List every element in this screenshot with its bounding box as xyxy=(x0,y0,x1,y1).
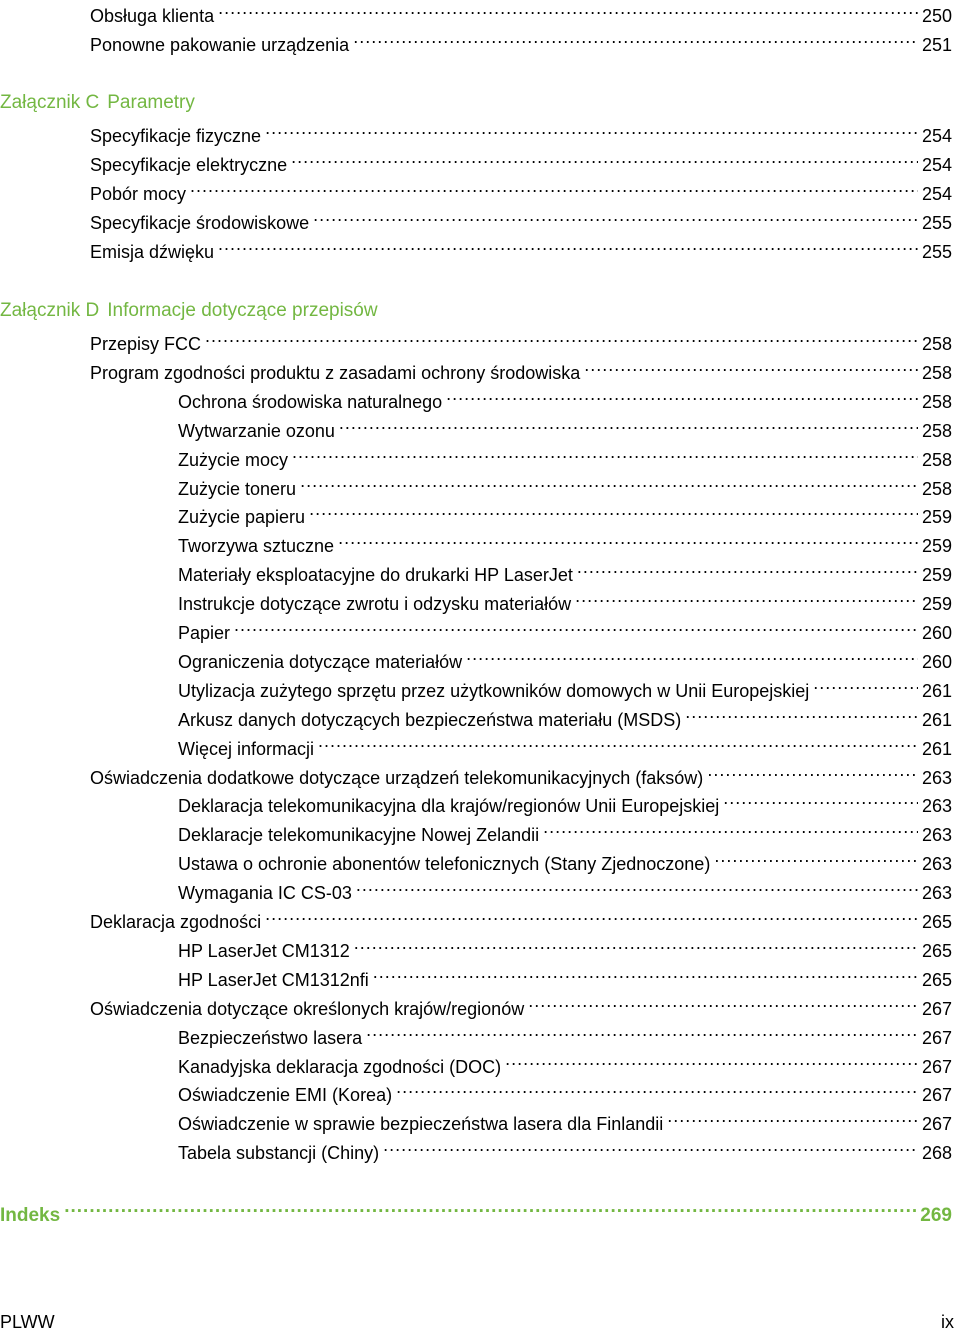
toc-entry-title: Papier xyxy=(178,623,231,643)
dot-leader xyxy=(218,236,918,258)
toc-entry-page: 263 xyxy=(921,854,952,874)
dot-leader xyxy=(446,386,918,408)
toc-entry-page: 259 xyxy=(921,536,952,556)
dot-leader xyxy=(300,473,918,495)
page-number: ix xyxy=(941,1312,954,1332)
dot-leader xyxy=(265,120,918,142)
dot-leader xyxy=(338,530,918,552)
index-entry-title: Indeks xyxy=(0,1205,61,1226)
toc-entry-title: Program zgodności produktu z zasadami ochrony środowiska xyxy=(90,363,581,383)
toc-entry-page: 255 xyxy=(921,213,952,233)
toc-entry-title: Specyfikacje elektryczne xyxy=(90,155,288,175)
toc-entry-title: Bezpieczeństwo lasera xyxy=(178,1028,363,1048)
index-entry-page: 269 xyxy=(920,1205,952,1226)
toc-entry[interactable] xyxy=(178,588,952,615)
toc-entry[interactable] xyxy=(90,178,952,205)
dot-leader xyxy=(543,819,918,841)
toc-entry-page: 258 xyxy=(921,450,952,470)
toc-entry-page: 250 xyxy=(921,6,952,26)
toc-entry-page: 261 xyxy=(921,710,952,730)
toc-entry-page: 263 xyxy=(921,796,952,816)
toc-entry[interactable] xyxy=(178,819,952,846)
toc-entry[interactable] xyxy=(178,935,952,962)
toc-entry-title: Tabela substancji (Chiny) xyxy=(178,1143,380,1163)
toc-entry-page: 259 xyxy=(921,565,952,585)
toc-entry[interactable] xyxy=(178,444,952,471)
appendix-c-title: Parametry xyxy=(107,92,195,113)
toc-entry[interactable] xyxy=(178,1137,952,1164)
toc-entry-page: 267 xyxy=(921,1085,952,1105)
toc-entry-title: Kanadyjska deklaracja zgodności (DOC) xyxy=(178,1057,502,1077)
toc-entry[interactable] xyxy=(178,559,952,586)
dot-leader xyxy=(383,1137,918,1159)
appendix-c-heading[interactable] xyxy=(0,92,195,114)
toc-entry[interactable] xyxy=(178,1022,952,1049)
appendix-d-title: Informacje dotyczące przepisów xyxy=(107,300,378,321)
dot-leader xyxy=(667,1108,918,1130)
toc-entry-title: Utylizacja zużytego sprzętu przez użytkowników domowych w Unii Europejskiej xyxy=(178,681,810,701)
toc-entry-title: HP LaserJet CM1312nfi xyxy=(178,970,369,990)
toc-entry-title: Deklaracje telekomunikacyjne Nowej Zelandii xyxy=(178,825,540,845)
toc-entry-page: 259 xyxy=(921,507,952,527)
toc-entry-title: Emisja dźwięku xyxy=(90,242,215,262)
toc-entry-page: 268 xyxy=(921,1143,952,1163)
toc-entry[interactable] xyxy=(178,473,952,500)
toc-entry-title: Wytwarzanie ozonu xyxy=(178,421,335,441)
toc-entry-title: Wymagania IC CS-03 xyxy=(178,883,352,903)
toc-entry[interactable] xyxy=(90,29,952,56)
toc-entry-title: Ponowne pakowanie urządzenia xyxy=(90,35,350,55)
dot-leader xyxy=(366,1022,918,1044)
toc-entry-page: 261 xyxy=(921,681,952,701)
toc-entry[interactable] xyxy=(90,236,952,263)
appendix-d-label: Załącznik D xyxy=(0,300,100,321)
toc-entry-page: 251 xyxy=(921,35,952,55)
dot-leader xyxy=(318,733,918,755)
toc-entry[interactable] xyxy=(90,328,952,355)
toc-entry-page: 267 xyxy=(921,999,952,1019)
dot-leader xyxy=(265,906,918,928)
dot-leader xyxy=(707,762,918,784)
toc-entry[interactable] xyxy=(178,530,952,557)
toc-entry-title: Oświadczenia dodatkowe dotyczące urządzeń telekomunikacyjnych (faksów) xyxy=(90,768,704,788)
toc-entry[interactable] xyxy=(178,675,952,702)
dot-leader xyxy=(356,877,918,899)
toc-entry[interactable] xyxy=(178,1051,952,1078)
toc-entry-title: Specyfikacje fizyczne xyxy=(90,126,262,146)
toc-entry-title: Arkusz danych dotyczących bezpieczeństwa materiału (MSDS) xyxy=(178,710,682,730)
dot-leader xyxy=(577,559,918,581)
toc-entry[interactable] xyxy=(178,617,952,644)
toc-entry-page: 267 xyxy=(921,1114,952,1134)
dot-leader xyxy=(190,178,918,200)
toc-entry-page: 258 xyxy=(921,392,952,412)
dot-leader xyxy=(234,617,918,639)
dot-leader xyxy=(373,964,918,986)
toc-entry-page: 258 xyxy=(921,421,952,441)
toc-entry-title: Obsługa klienta xyxy=(90,6,215,26)
dot-leader xyxy=(396,1079,918,1101)
toc-entry-page: 265 xyxy=(921,941,952,961)
toc-entry-page: 255 xyxy=(921,242,952,262)
dot-leader xyxy=(575,588,918,610)
toc-entry-title: Deklaracja zgodności xyxy=(90,912,262,932)
toc-entry[interactable] xyxy=(178,790,952,817)
toc-entry-page: 260 xyxy=(921,623,952,643)
toc-entry-page: 267 xyxy=(921,1028,952,1048)
dot-leader xyxy=(685,704,918,726)
toc-entry-page: 263 xyxy=(921,768,952,788)
toc-entry[interactable] xyxy=(178,704,952,731)
toc-entry-page: 263 xyxy=(921,825,952,845)
footer-left: PLWW xyxy=(0,1312,55,1332)
dot-leader xyxy=(353,29,918,51)
toc-entry-title: Ustawa o ochronie abonentów telefonicznych (Stany Zjednoczone) xyxy=(178,854,711,874)
dot-leader xyxy=(723,790,918,812)
toc-entry-title: Deklaracja telekomunikacyjna dla krajów/regionów Unii Europejskiej xyxy=(178,796,720,816)
dot-leader xyxy=(354,935,918,957)
toc-entry-page: 265 xyxy=(921,970,952,990)
toc-entry-title: Oświadczenia dotyczące określonych krajów/regionów xyxy=(90,999,525,1019)
dot-leader xyxy=(309,501,918,523)
toc-entry-title: Przepisy FCC xyxy=(90,334,202,354)
dot-leader xyxy=(205,328,918,350)
toc-entry-title: Specyfikacje środowiskowe xyxy=(90,213,310,233)
appendix-c-label: Załącznik C xyxy=(0,92,100,113)
dot-leader xyxy=(313,207,918,229)
toc-entry-title: Materiały eksploatacyjne do drukarki HP LaserJet xyxy=(178,565,573,585)
toc-entry[interactable] xyxy=(178,415,952,442)
toc-entry-title: Więcej informacji xyxy=(178,739,315,759)
toc-entry-title: Instrukcje dotyczące zwrotu i odzysku materiałów xyxy=(178,594,572,614)
toc-entry-page: 260 xyxy=(921,652,952,672)
dot-leader xyxy=(714,848,918,870)
toc-entry[interactable] xyxy=(90,149,952,176)
toc-entry-page: 259 xyxy=(921,594,952,614)
toc-entry-page: 263 xyxy=(921,883,952,903)
toc-entry-page: 254 xyxy=(921,155,952,175)
toc-entry-page: 254 xyxy=(921,184,952,204)
toc-entry-title: Zużycie mocy xyxy=(178,450,289,470)
index-entry[interactable] xyxy=(0,1199,952,1227)
toc-entry[interactable] xyxy=(178,646,952,673)
toc-entry-title: Ograniczenia dotyczące materiałów xyxy=(178,652,463,672)
appendix-d-heading[interactable] xyxy=(0,300,378,322)
toc-entry-page: 267 xyxy=(921,1057,952,1077)
toc-entry[interactable] xyxy=(178,501,952,528)
toc-entry[interactable] xyxy=(178,386,952,413)
toc-entry-title: Oświadczenie w sprawie bezpieczeństwa lasera dla Finlandii xyxy=(178,1114,664,1134)
toc-entry[interactable] xyxy=(178,1108,952,1135)
toc-entry-title: Zużycie toneru xyxy=(178,479,297,499)
toc-entry-page: 261 xyxy=(921,739,952,759)
toc-entry[interactable] xyxy=(178,733,952,760)
dot-leader xyxy=(505,1051,918,1073)
toc-entry-title: Pobór mocy xyxy=(90,184,187,204)
toc-entry-title: Oświadczenie EMI (Korea) xyxy=(178,1085,393,1105)
dot-leader xyxy=(291,149,918,171)
dot-leader xyxy=(584,357,918,379)
dot-leader xyxy=(813,675,918,697)
toc-entry-page: 258 xyxy=(921,334,952,354)
dot-leader xyxy=(292,444,918,466)
dot-leader xyxy=(64,1199,916,1221)
toc-entry[interactable] xyxy=(178,964,952,991)
toc-entry[interactable] xyxy=(90,993,952,1020)
toc-entry-title: HP LaserJet CM1312 xyxy=(178,941,350,961)
dot-leader xyxy=(218,0,918,22)
toc-entry[interactable] xyxy=(90,0,952,27)
toc-entry-page: 258 xyxy=(921,363,952,383)
toc-entry[interactable] xyxy=(178,1079,952,1106)
toc-entry[interactable] xyxy=(90,207,952,234)
toc-entry[interactable] xyxy=(90,357,952,384)
toc-entry-title: Tworzywa sztuczne xyxy=(178,536,335,556)
toc-entry[interactable] xyxy=(90,120,952,147)
toc-entry[interactable] xyxy=(90,906,952,933)
toc-entry-page: 254 xyxy=(921,126,952,146)
dot-leader xyxy=(339,415,918,437)
toc-entry[interactable] xyxy=(90,762,952,789)
dot-leader xyxy=(528,993,918,1015)
toc-entry[interactable] xyxy=(178,848,952,875)
toc-entry-page: 258 xyxy=(921,479,952,499)
dot-leader xyxy=(466,646,918,668)
toc-entry-title: Ochrona środowiska naturalnego xyxy=(178,392,443,412)
toc-entry-title: Zużycie papieru xyxy=(178,507,306,527)
toc-entry-page: 265 xyxy=(921,912,952,932)
toc-entry[interactable] xyxy=(178,877,952,904)
